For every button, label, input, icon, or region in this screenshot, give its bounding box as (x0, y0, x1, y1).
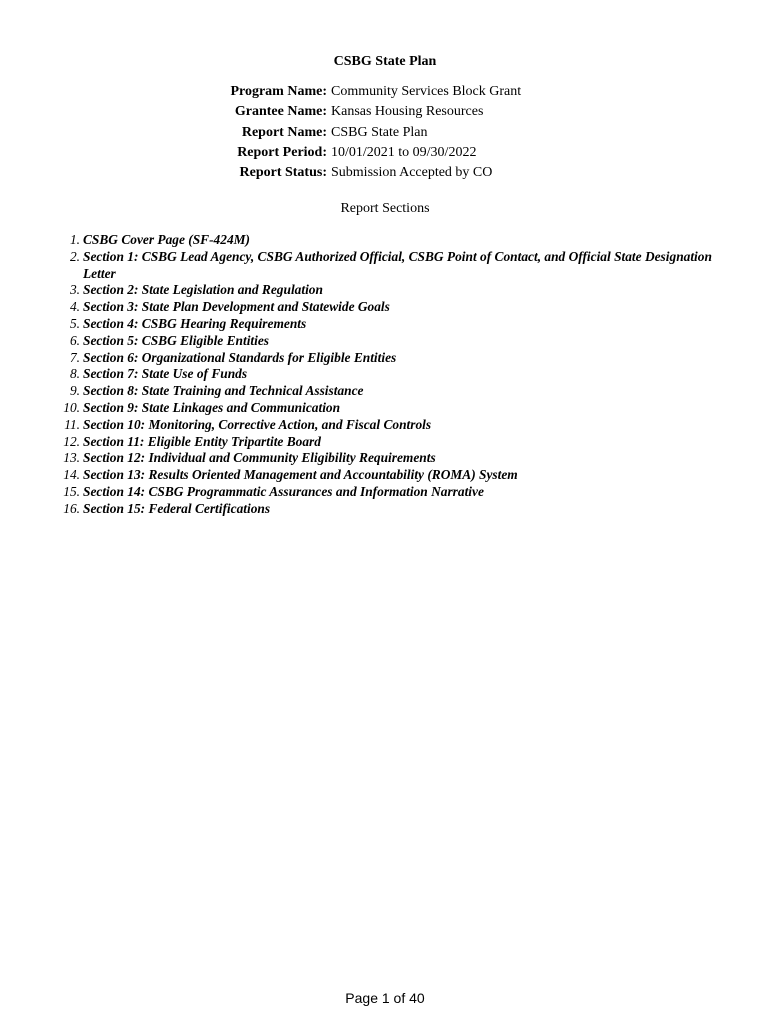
meta-label: Program Name: (230, 84, 327, 99)
section-number: 14. (63, 467, 80, 483)
meta-value: Kansas Housing Resources (331, 104, 484, 120)
section-number: 8. (69, 366, 80, 382)
section-item (0, 484, 770, 501)
meta-row-report-name (0, 123, 770, 143)
meta-value: CSBG State Plan (331, 124, 428, 140)
meta-row-report-period (0, 143, 770, 163)
meta-label: Report Name: (241, 124, 327, 140)
section-item (0, 316, 770, 333)
section-link[interactable]: Section 15: Federal Certifications (83, 500, 271, 516)
meta-value: Submission Accepted by CO (331, 165, 493, 181)
section-item (0, 249, 770, 283)
report-metadata (0, 82, 770, 183)
section-link[interactable]: Section 1: CSBG Lead Agency, CSBG Authorized Official, CSBG Point of Contact, and Official State Designation Letter (83, 248, 712, 281)
section-item (0, 333, 770, 350)
section-number: 11. (64, 416, 80, 432)
section-item (0, 383, 770, 400)
section-number: 10. (63, 399, 80, 415)
section-number: 15. (63, 483, 80, 499)
report-sections-list (0, 232, 770, 518)
section-link[interactable]: CSBG Cover Page (SF-424M) (83, 232, 251, 247)
section-item (0, 434, 770, 451)
meta-value: Community Services Block Grant (331, 84, 522, 99)
section-link[interactable]: Section 8: State Training and Technical Assistance (83, 383, 364, 399)
section-number: 1. (69, 232, 80, 247)
section-item (0, 400, 770, 417)
section-link[interactable]: Section 12: Individual and Community Eligibility Requirements (83, 450, 436, 466)
section-number: 9. (69, 383, 80, 399)
section-number: 12. (63, 433, 80, 449)
section-link[interactable]: Section 11: Eligible Entity Tripartite Board (83, 433, 321, 449)
meta-label: Grantee Name: (234, 104, 327, 120)
meta-row-grantee-name (0, 102, 770, 122)
section-item (0, 282, 770, 299)
section-link[interactable]: Section 3: State Plan Development and Statewide Goals (83, 299, 390, 315)
section-number: 6. (69, 332, 80, 348)
section-number: 13. (63, 450, 80, 466)
section-link[interactable]: Section 10: Monitoring, Corrective Action, and Fiscal Controls (83, 416, 432, 432)
meta-row-program-name (0, 82, 770, 102)
section-link[interactable]: Section 14: CSBG Programmatic Assurances and Information Narrative (83, 483, 484, 499)
section-link[interactable]: Section 9: State Linkages and Communication (83, 399, 341, 415)
report-sections-heading: Report Sections (340, 201, 430, 216)
section-number: 2. (69, 248, 80, 264)
section-number: 4. (69, 299, 80, 315)
section-item (0, 450, 770, 467)
section-item (0, 417, 770, 434)
section-number: 16. (63, 500, 80, 516)
section-link[interactable]: Section 13: Results Oriented Management and Accountability (ROMA) System (83, 467, 518, 483)
meta-label: Report Status: (239, 165, 327, 181)
section-number: 3. (69, 282, 80, 298)
page-number: Page 1 of 40 (345, 990, 425, 1006)
document-title: CSBG State Plan (333, 54, 437, 69)
section-number: 5. (69, 315, 80, 331)
section-item (0, 299, 770, 316)
meta-label: Report Period: (237, 144, 327, 160)
meta-value: 10/01/2021 to 09/30/2022 (331, 144, 477, 160)
section-link[interactable]: Section 7: State Use of Funds (83, 366, 248, 382)
section-number: 7. (69, 349, 80, 365)
section-link[interactable]: Section 5: CSBG Eligible Entities (83, 332, 270, 348)
section-item (0, 467, 770, 484)
section-link[interactable]: Section 6: Organizational Standards for Eligible Entities (83, 349, 397, 365)
section-link[interactable]: Section 4: CSBG Hearing Requirements (83, 315, 307, 331)
section-item (0, 350, 770, 367)
section-item (0, 501, 770, 518)
section-item (0, 366, 770, 383)
section-link[interactable]: Section 2: State Legislation and Regulation (83, 282, 323, 298)
meta-row-report-status (0, 163, 770, 183)
section-item (0, 232, 770, 249)
